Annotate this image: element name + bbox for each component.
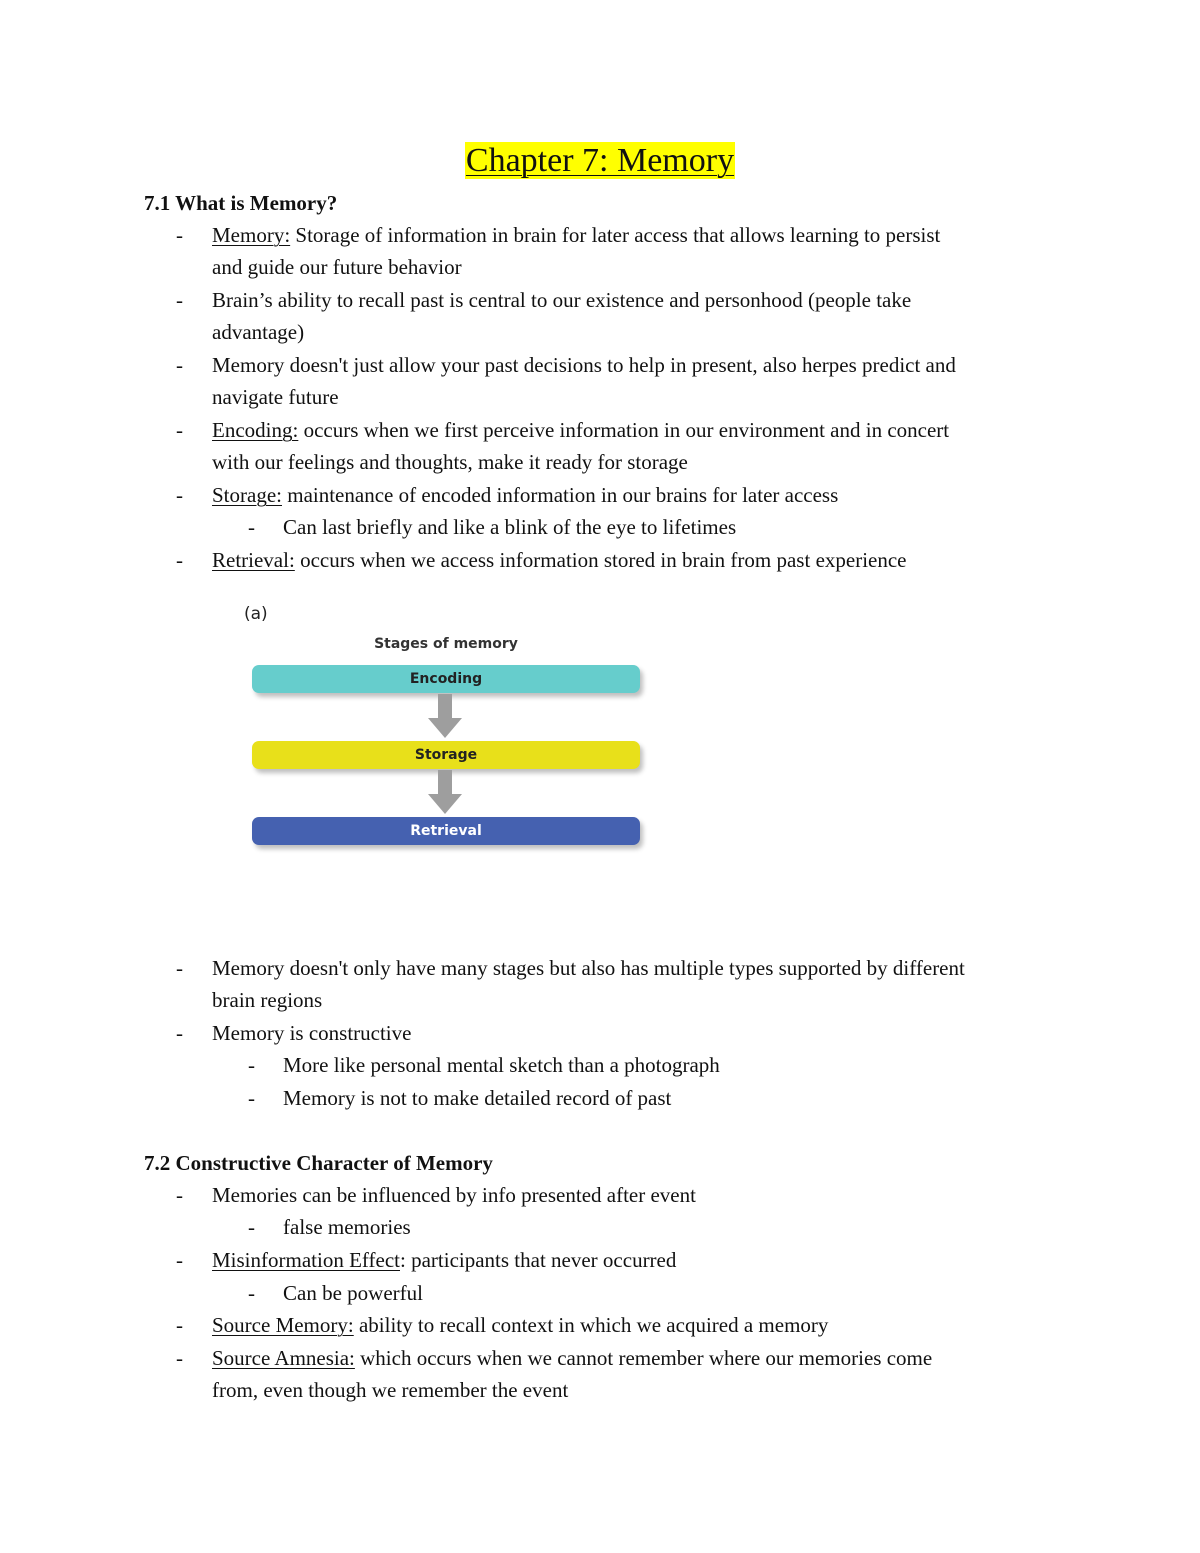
section-heading-7-1: 7.1 What is Memory? <box>144 191 338 215</box>
list-item-continuation: and guide our future behavior <box>212 255 462 279</box>
bullet-dash: - <box>176 1248 183 1272</box>
list-item <box>212 1245 676 1275</box>
term-storage: Storage: <box>212 483 282 507</box>
bullet-dash: - <box>176 223 183 247</box>
bullet-dash: - <box>176 418 183 442</box>
definition-text: occurs when we access information stored in brain from past experience <box>294 548 907 572</box>
list-item: Memory is constructive <box>212 1021 412 1045</box>
stages-of-memory-figure <box>236 598 656 858</box>
sub-list-item: Can be powerful <box>283 1281 423 1305</box>
sub-bullet-dash: - <box>248 515 255 539</box>
down-arrow-icon <box>428 770 462 814</box>
bullet-dash: - <box>176 1346 183 1370</box>
list-item-continuation: with our feelings and thoughts, make it ready for storage <box>212 450 688 474</box>
list-item-continuation: from, even though we remember the event <box>212 1378 569 1402</box>
list-item <box>212 1343 932 1373</box>
stage-storage: Storage <box>252 741 640 769</box>
sub-bullet-dash: - <box>248 1281 255 1305</box>
sub-bullet-dash: - <box>248 1215 255 1239</box>
bullet-dash: - <box>176 483 183 507</box>
list-item <box>212 545 907 575</box>
term-retrieval: Retrieval: <box>212 548 295 572</box>
bullet-dash: - <box>176 1183 183 1207</box>
definition-text: ability to recall context in which we acquired a memory <box>353 1313 829 1337</box>
list-item: Memory doesn't only have many stages but also has multiple types supported by different <box>212 956 965 980</box>
term-misinformation-effect: Misinformation Effect <box>212 1248 400 1272</box>
term-source-amnesia: Source Amnesia: <box>212 1346 355 1370</box>
section-heading-7-2: 7.2 Constructive Character of Memory <box>144 1151 493 1175</box>
list-item <box>212 220 940 250</box>
list-item: Memory doesn't just allow your past decisions to help in present, also herpes predict and <box>212 353 956 377</box>
sub-bullet-dash: - <box>248 1086 255 1110</box>
bullet-dash: - <box>176 956 183 980</box>
bullet-dash: - <box>176 1021 183 1045</box>
figure-title: Stages of memory <box>374 636 518 652</box>
definition-text: occurs when we first perceive information in our environment and in concert <box>298 418 950 442</box>
bullet-dash: - <box>176 548 183 572</box>
list-item <box>212 1310 828 1340</box>
term-memory: Memory: <box>212 223 291 247</box>
sub-list-item: More like personal mental sketch than a photograph <box>283 1053 720 1077</box>
down-arrow-icon <box>428 694 462 738</box>
list-item-continuation: navigate future <box>212 385 339 409</box>
sub-list-item: false memories <box>283 1215 411 1239</box>
term-encoding: Encoding: <box>212 418 299 442</box>
term-source-memory: Source Memory: <box>212 1313 354 1337</box>
bullet-dash: - <box>176 288 183 312</box>
list-item <box>212 415 949 445</box>
sub-list-item: Can last briefly and like a blink of the eye to lifetimes <box>283 515 737 539</box>
list-item-continuation: brain regions <box>212 988 323 1012</box>
list-item: Brain’s ability to recall past is central to our existence and personhood (people take <box>212 288 912 312</box>
sub-list-item: Memory is not to make detailed record of past <box>283 1086 672 1110</box>
stage-encoding: Encoding <box>252 665 640 693</box>
list-item <box>212 480 838 510</box>
bullet-dash: - <box>176 353 183 377</box>
page-title: Chapter 7: Memory <box>465 142 735 179</box>
definition-text: which occurs when we cannot remember where our memories come <box>354 1346 933 1370</box>
definition-text: maintenance of encoded information in our brains for later access <box>281 483 839 507</box>
definition-text: Storage of information in brain for later access that allows learning to persist <box>290 223 941 247</box>
list-item-continuation: advantage) <box>212 320 305 344</box>
figure-label: (a) <box>244 604 268 624</box>
bullet-dash: - <box>176 1313 183 1337</box>
sub-bullet-dash: - <box>248 1053 255 1077</box>
list-item: Memories can be influenced by info presented after event <box>212 1183 696 1207</box>
definition-text: : participants that never occurred <box>400 1248 677 1272</box>
stage-retrieval: Retrieval <box>252 817 640 845</box>
